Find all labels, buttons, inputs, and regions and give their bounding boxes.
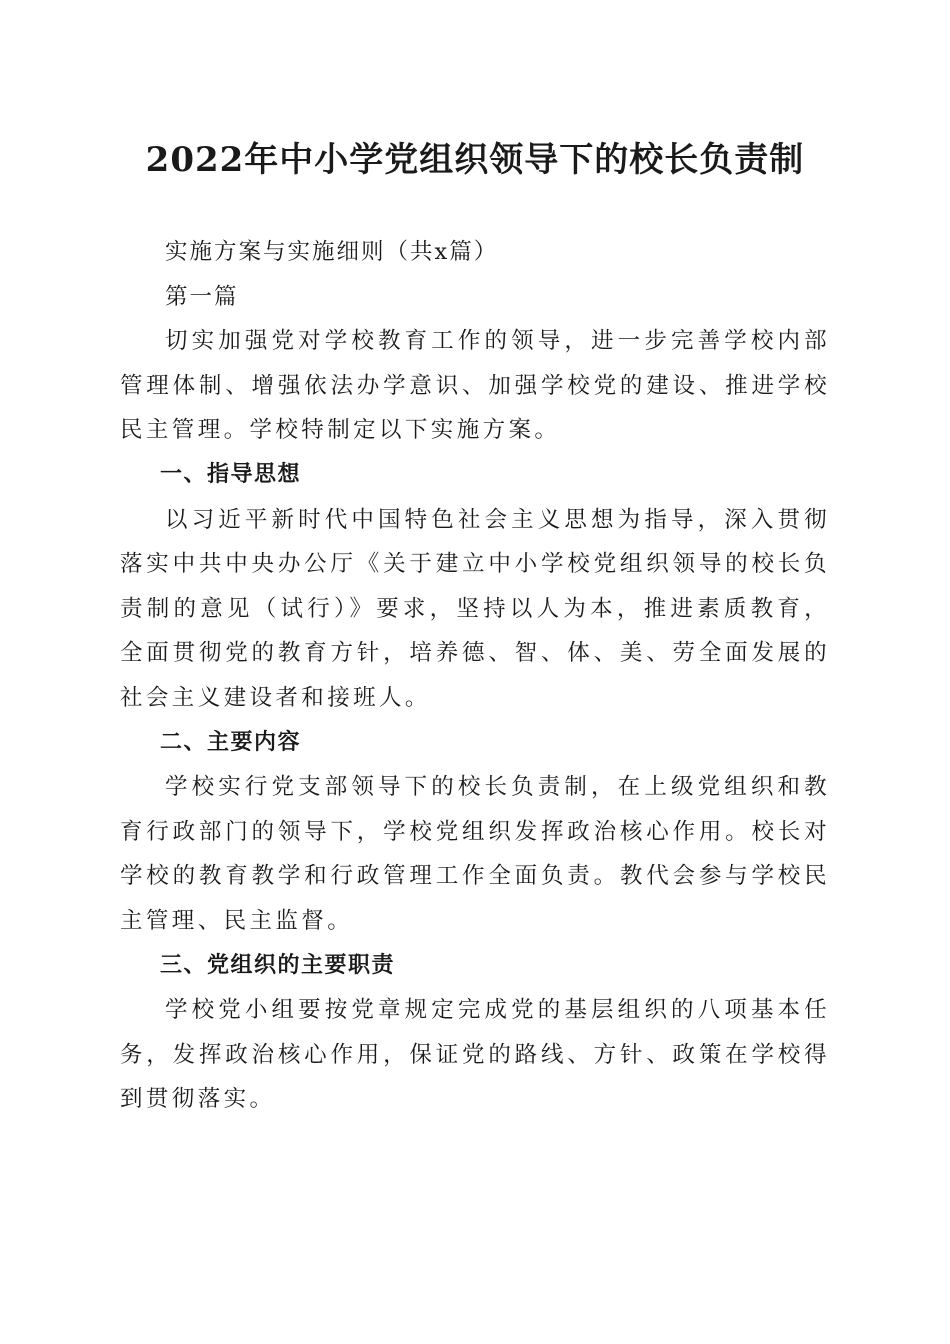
section-heading-party-duties: 三、党组织的主要职责 xyxy=(160,952,396,978)
section-heading-main-content: 二、主要内容 xyxy=(160,729,302,755)
document-title: 2022年中小学党组织领导下的校长负责制 xyxy=(145,140,805,180)
intro-paragraph: 切实加强党对学校教育工作的领导，进一步完善学校内部管理体制、增强依法办学意识、加强学校党的建设、推进学校民主管理。学校特制定以下实施方案。 xyxy=(120,328,830,444)
section-paragraph-main-content: 学校实行党支部领导下的校长负责制，在上级党组织和教育行政部门的领导下，学校党组织发挥政治核心作用。校长对学校的教育教学和行政管理工作全面负责。教代会参与学校民主管理、民主监督。 xyxy=(120,774,830,934)
document-body xyxy=(120,230,830,1122)
part-label: 第一篇 xyxy=(165,283,239,310)
document-subtitle: 实施方案与实施细则（共x篇） xyxy=(165,239,499,265)
section-paragraph-party-duties: 学校党小组要按党章规定完成党的基层组织的八项基本任务，发挥政治核心作用，保证党的路线、方针、政策在学校得到贯彻落实。 xyxy=(120,997,830,1113)
section-heading-guiding-ideology: 一、指导思想 xyxy=(160,461,302,487)
section-paragraph-guiding-ideology: 以习近平新时代中国特色社会主义思想为指导，深入贯彻落实中共中央办公厅《关于建立中小学校党组织领导的校长负责制的意见（试行）》要求，坚持以人为本，推进素质教育，全面贯彻党的教育方针，培养德、智、体、美、劳全面发展的社会主义建设者和接班人。 xyxy=(120,506,830,711)
